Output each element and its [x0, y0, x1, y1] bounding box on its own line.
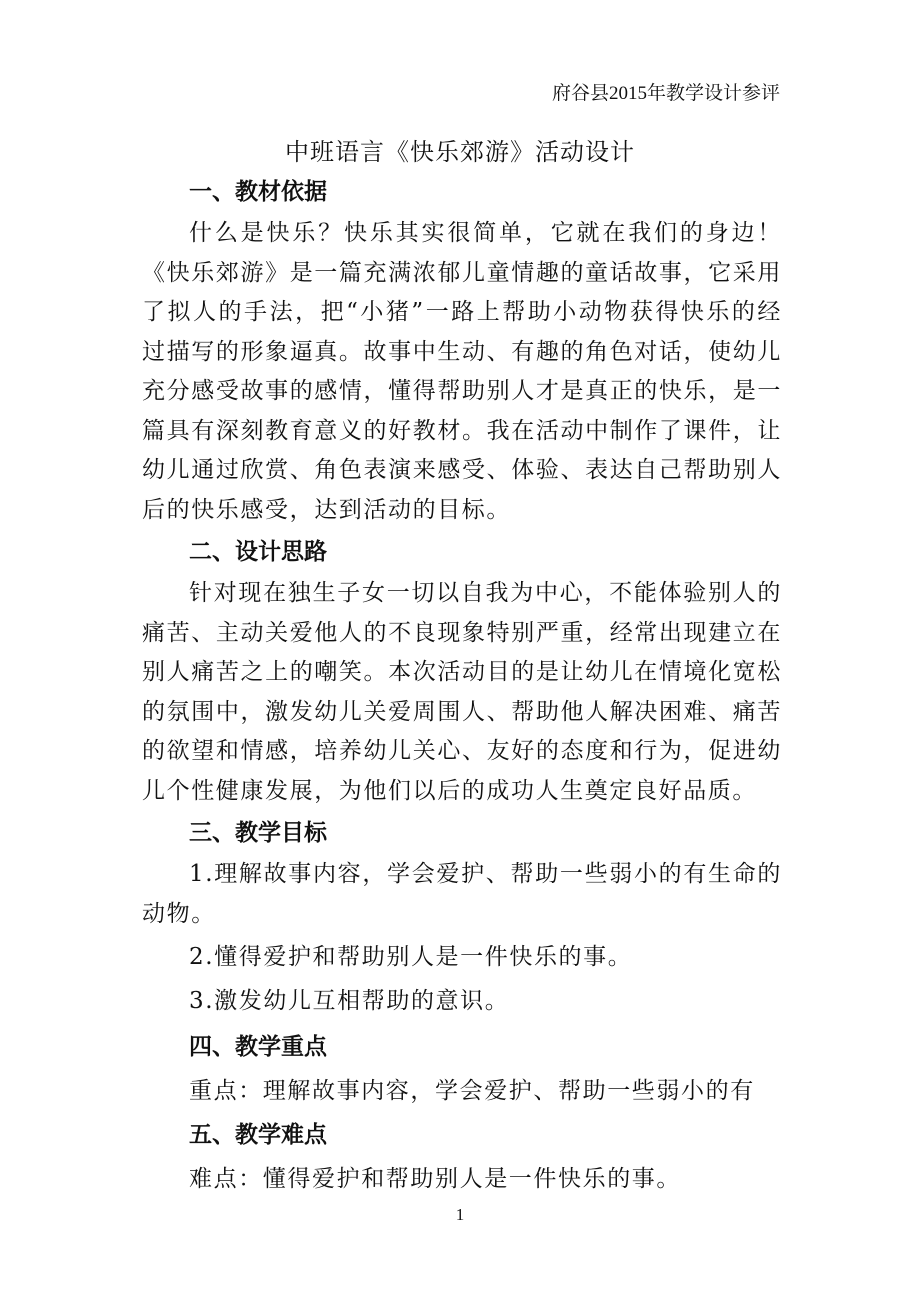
- section-heading-difficulties: 五、教学难点: [189, 1122, 327, 1148]
- goal-item-2: 2.懂得爱护和帮助别人是一件快乐的事。: [189, 944, 633, 970]
- page-number: 1: [455, 1205, 465, 1224]
- section-paragraph-materials: 什么是快乐？快乐其实很简单，它就在我们的身边！《快乐郊游》是一篇充满浓郁儿童情趣的童话故事，它采用了拟人的手法，把“小猪”一路上帮助小动物获得快乐的经过描写的形象逼真。故事中生动、有趣的角色对话，使幼儿充分感受故事的感情，懂得帮助别人才是真正的快乐，是一篇具有深刻教育意义的好教材。我在活动中制作了课件，让幼儿通过欣赏、角色表演来感受、体验、表达自己帮助别人后的快乐感受，达到活动的目标。: [142, 220, 782, 523]
- document-body: [142, 170, 782, 1201]
- key-point-text: 重点：理解故事内容，学会爱护、帮助一些弱小的有: [189, 1078, 755, 1104]
- difficulty-text: 难点：懂得爱护和帮助别人是一件快乐的事。: [189, 1166, 681, 1192]
- section-heading-key-points: 四、教学重点: [189, 1034, 327, 1060]
- goal-item-3: 3.激发幼儿互相帮助的意识。: [189, 987, 510, 1014]
- running-header: 府谷县2015年教学设计参评: [551, 83, 780, 104]
- section-heading-goals: 三、教学目标: [189, 820, 327, 846]
- section-paragraph-design: 针对现在独生子女一切以自我为中心，不能体验别人的痛苦、主动关爱他人的不良现象特别严重，经常出现建立在别人痛苦之上的嘲笑。本次活动目的是让幼儿在情境化宽松的氛围中，激发幼儿关爱周围人、帮助他人解决困难、痛苦的欲望和情感，培养幼儿关心、友好的态度和行为，促进幼儿个性健康发展，为他们以后的成功人生奠定良好品质。: [142, 580, 782, 804]
- section-heading-design: 二、设计思路: [189, 539, 327, 565]
- section-heading-materials: 一、教材依据: [189, 179, 327, 205]
- goal-item-1: 1.理解故事内容，学会爱护、帮助一些弱小的有生命的动物。: [142, 861, 782, 927]
- document-title: 中班语言《快乐郊游》活动设计: [285, 138, 635, 166]
